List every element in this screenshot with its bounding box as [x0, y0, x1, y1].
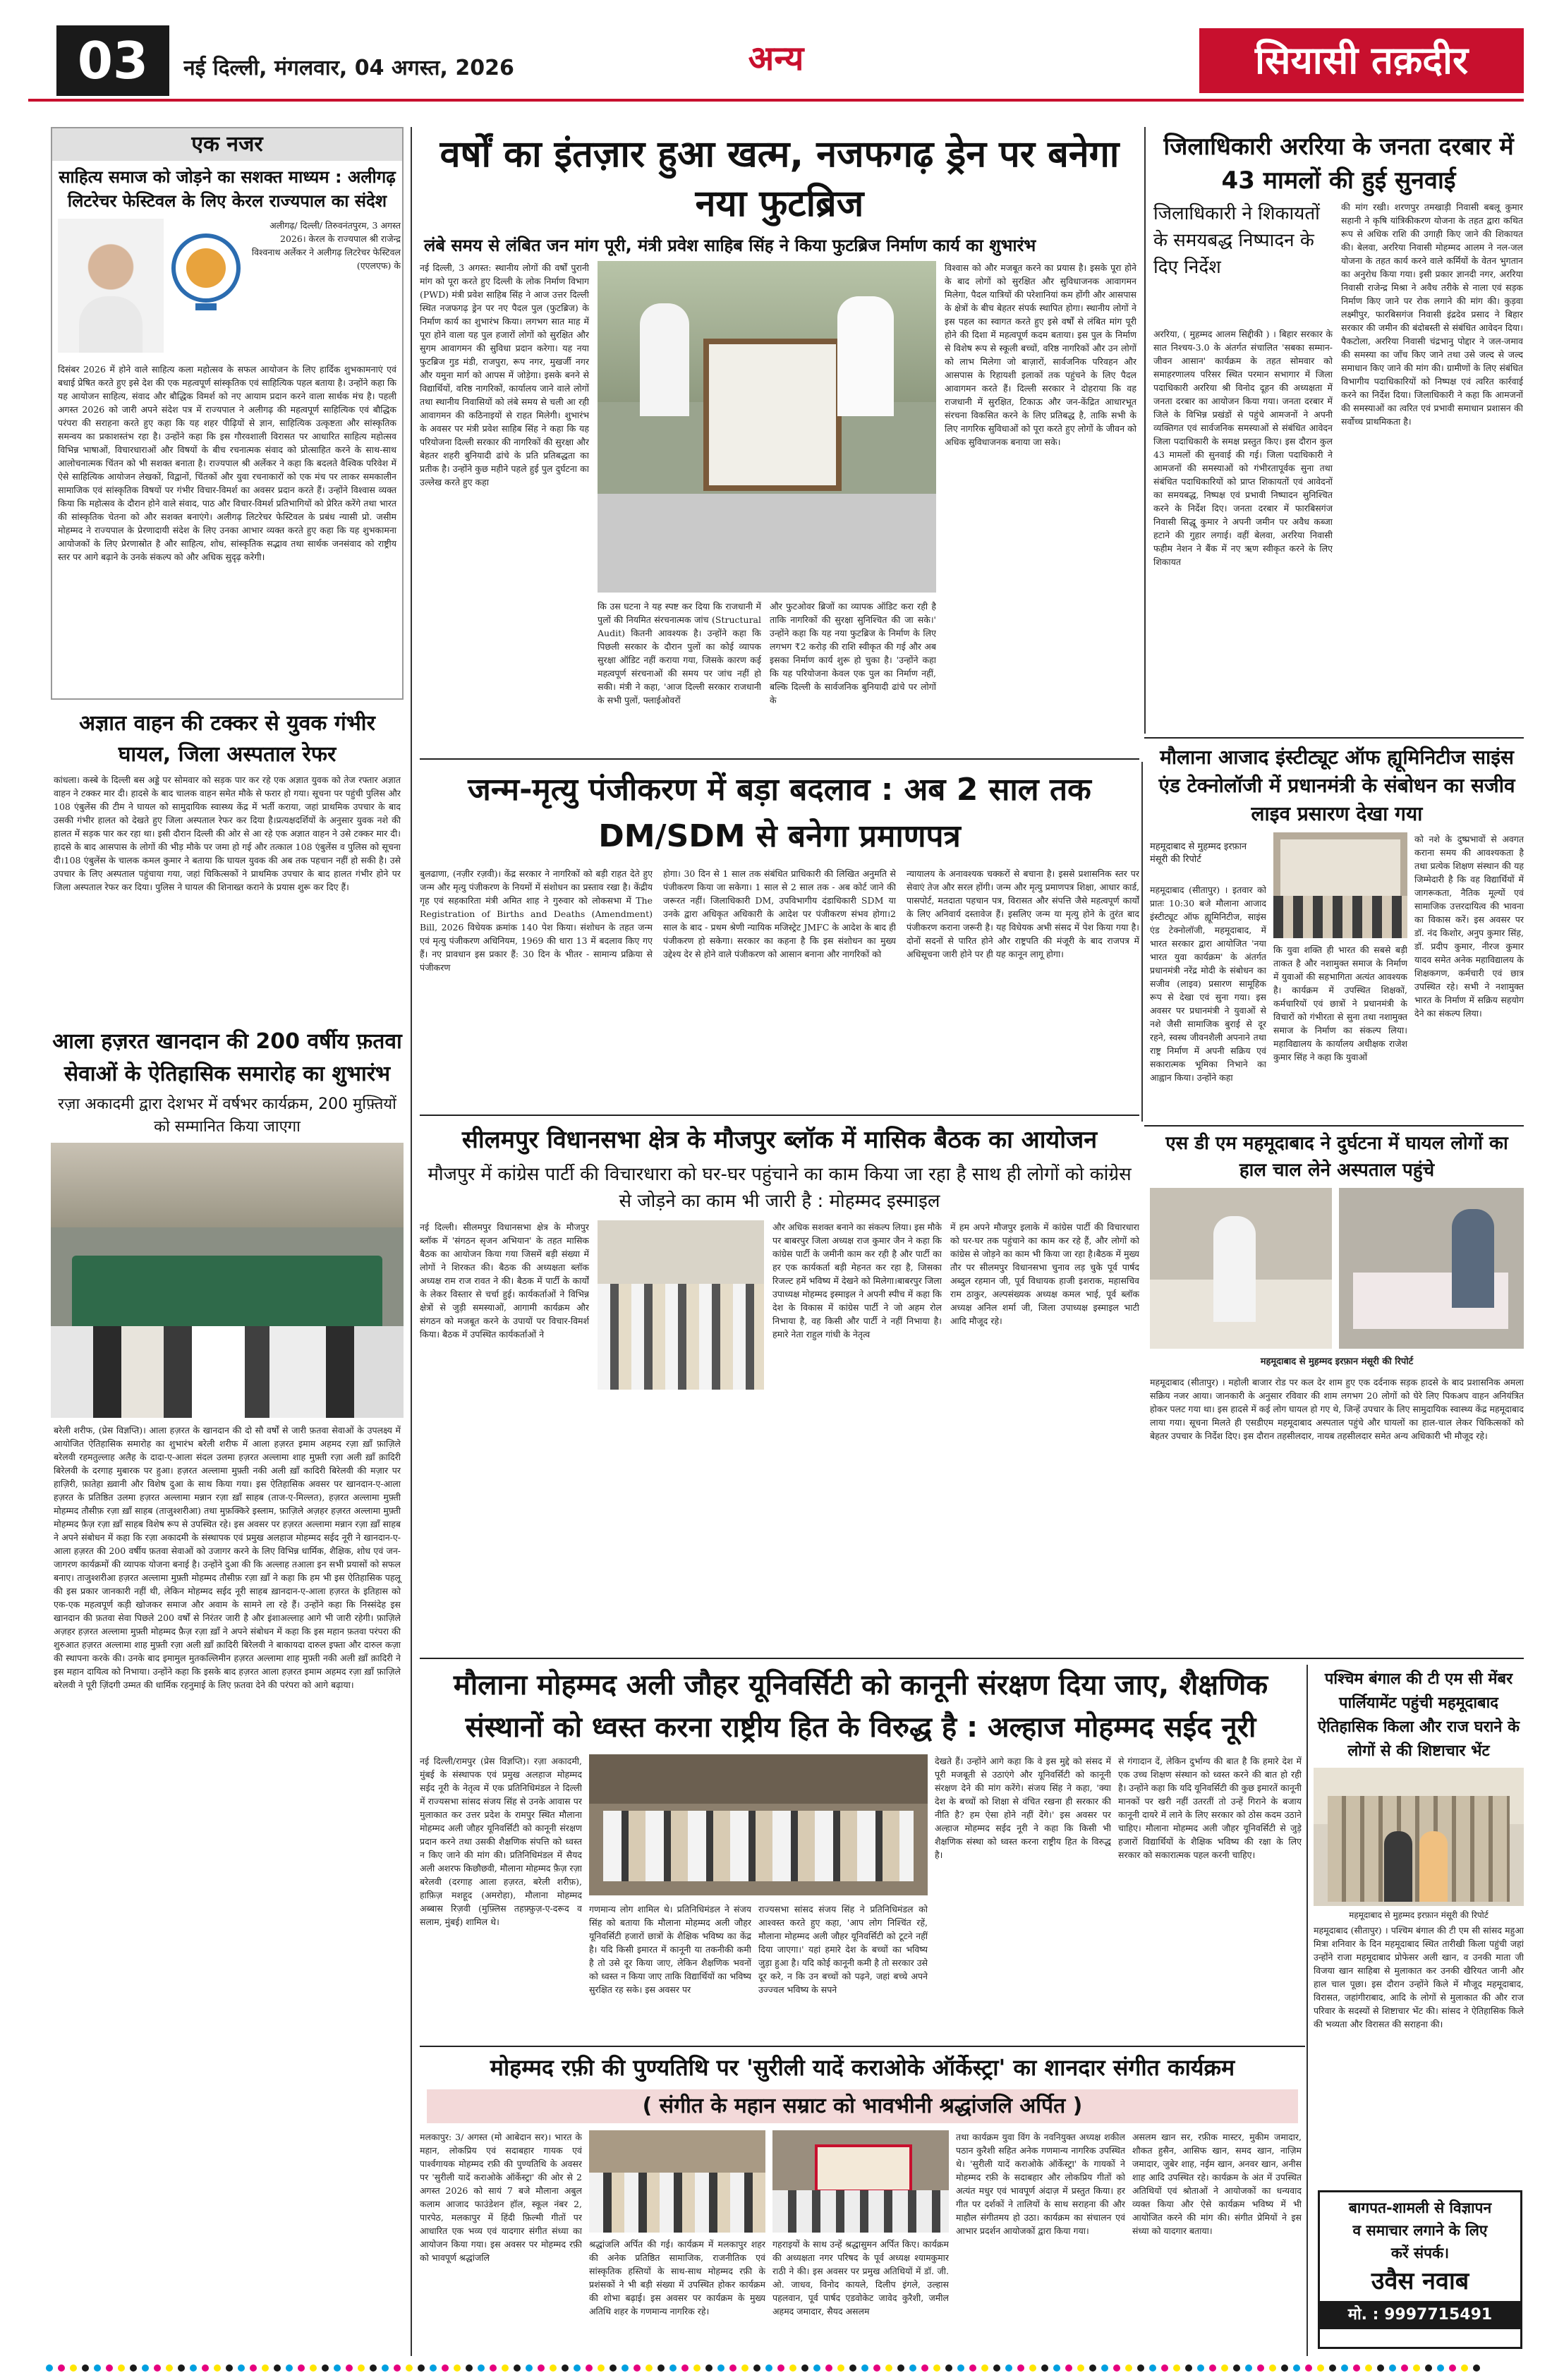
registration-dot — [825, 2364, 832, 2372]
registration-dot — [1473, 2364, 1480, 2372]
masthead-rule — [28, 99, 1524, 102]
registration-dot — [813, 2364, 820, 2372]
registration-dot — [262, 2364, 269, 2372]
advert-line2: व समाचार लगाने के लिए — [1352, 2222, 1488, 2239]
registration-dot — [693, 2364, 701, 2372]
divider-center-right — [1144, 127, 1146, 734]
registration-dot — [1173, 2364, 1180, 2372]
aala-hazrat-body: बरेली शरीफ, (प्रेस विज्ञप्ति)। आला हज़रत के खानदान की दो सौ वर्षों से जारी फ़तवा सेवाओं के उपलक्ष्य में आयोजित ऐतिहासिक समारोह का शुभारंभ बरेली शरीफ में आला हज़रत इमाम अहमद रज़ा ख़ाँ फ़ाज़िले बरेलवी रहमतुल्लाह अलैह के दादा-ए-आला संदल उलमा हज़रत अल्लामा शाह मुफ़्ती रज़ा अली ख़ाँ क़ादिरी बिरेलवी के दरगाह मुबारक पर हुआ। हज़रत अल्लामा मुफ़्ती नकी अली ख़ाँ कादिरी बिरेलवी की मज़ार पर हाज़िरी, फ़ातेहा ख़्वानी और विशेष दुआ के साथ किया गया। इस ऐतिहासिक अवसर पर खानदान-ए-आला हज़रत के प्रतिष्ठित उलमा हज़रत अल्लामा मन्नान रज़ा ख़ाँ साहब (ताज-ए-मिल्लत), हज़रत अल्लामा मुफ़्ती मोहम्मद तौसीफ़ रज़ा ख़ाँ साहब (ताजुश्शरीआ) तथा मुफ़क्किरे इस्लाम, फ़ाज़िले अज़हर हज़रत अल्लामा मुफ़्ती मोहम्मद फ़ैज़ रज़ा ख़ाँ साहब विशेष रूप से उपस्थित रहे। इस अवसर पर हज़रत अल्लामा मन्नान रज़ा ख़ाँ साहब ने अपने संबोधन में कहा कि रज़ा अकादमी के संस्थापक एवं प्रमुख अलहाज मोहम्मद सईद नूरी ने खानदान-ए-आला हज़रत की 200 वर्षीय फ़तवा सेवाओं को उजागर करने के लिए विभिन्न धार्मिक, शैक्षिक, शोध एवं जन-जागरण कार्यक्रमों की व्यापक योजना बनाई है। उन्होंने दुआ की कि अल्लाह तआला इन सभी प्रयासों को सफल बनाए। ताजुश्शरीआ हज़रत अल्लामा मुफ़्ती मोहम्मद तौसीफ़ रज़ा ख़ाँ ने कहा कि हम भी इस ऐतिहासिक पहलू की इस प्रकार जानकारी नहीं थी, लेकिन मोहम्मद सईद नूरी साहब ख़ानदान-ए-आला हज़रत के इतिहास को एक-एक महत्वपूर्ण कड़ी खोजकर समाज और अवाम के सामने ला रहे हैं। उन्होंने कहा कि निस्संदेह इस खानदान की फ़तवा सेवा पिछले 200 वर्षों से निरंतर जारी है और इंशाअल्लाह आगे भी जारी रहेगी। फ़ाज़िले अज़हर हज़रत अल्लामा मुफ़्ती मोहम्मद फ़ैज़ रज़ा ख़ाँ ने अपने संबोधन में कहा कि इस महान फ़तवा परंपरा की शुरुआत हज़रत अल्लामा शाह मुफ़्ती रज़ा अली ख़ाँ क़ादिरी बिरेलवी ने बाकायदा दारुल इफ्ता और दारुल कज़ा की स्थापना करके की। उनके बाद इमामुल मुतकल्लिमीन हज़रत अल्लामा शाह मुफ़्ती नकी अली ख़ाँ क़ादिरी ने इस महान दायित्व को निभाया। उन्होंने कहा कि इसके बाद हज़रत आला हज़रत इमाम अहमद रज़ा ख़ाँ फ़ाज़िले बरेलवी ने पूरी ज़िंदगी उम्मत की धार्मिक रहनुमाई के लिए फ़तवा देने की परंपरा को आगे बढ़ाया। — [54, 1425, 401, 1690]
jauhar-col3: राज्यसभा सांसद संजय सिंह ने प्रतिनिधिमंडल को आश्वस्त करते हुए कहा, 'आप लोग निश्चिंत रहें, मौलाना मोहम्मद अली जौहर यूनिवर्सिटी को टूटने नहीं दिया जाएगा।' यहां हमारे देश के बच्चों का भविष्य जुड़ा हुआ है। यदि कोई कानूनी कमी है तो सरकार उसे दूर करे, न कि उन बच्चों को पढ़ने, जहां बच्चे अपने उज्ज्वल भविष्य के सपने — [758, 1904, 928, 1995]
registration-dot — [993, 2364, 1000, 2372]
advert-line3: करें संपर्क। — [1390, 2245, 1450, 2261]
rafi-photo-2 — [772, 2130, 949, 2233]
registration-dot — [214, 2364, 221, 2372]
azad-title: मौलाना आजाद इंस्टीट्यूट ऑफ ह्यूमिनिटीज साइंस एंड टेक्नोलॉजी में प्रधानमंत्री के संबोधन का सजीव लाइव प्रसारण देखा गया — [1158, 746, 1515, 825]
sdm-photo-2 — [1339, 1188, 1524, 1349]
brand-name: सियासी तक़दीर — [1254, 38, 1469, 83]
registration-dot — [130, 2364, 137, 2372]
janm-col1: बुलढाणा, (नज़ीर रज़वी)। केंद्र सरकार ने नागरिकों को बड़ी राहत देते हुए जन्म और मृत्यु पंजीकरण के नियमों में संशोधन का प्रस्ताव रखा है। केंद्रीय गृह एवं सहकारिता मंत्री अमित शाह ने गुरुवार को लोकसभा में The Registration of Births and Deaths (Amendment) Bill, 2026 विधेयक क्रमांक 140 पेश किया। संशोधन के तहत जन्म एवं मृत्यु पंजीकरण अधिनियम, 1969 की धारा 13 में बदलाव किए गए हैं। नए प्रावधान इस प्रकार हैं: 30 दिन के भीतर - सामान्य प्रक्रिया से पंजीकरण — [420, 868, 653, 973]
alf-logo — [167, 226, 245, 317]
registration-dot — [142, 2364, 149, 2372]
registration-dot — [466, 2364, 473, 2372]
rule-jauhar — [420, 1658, 1524, 1659]
rule-janm — [420, 758, 1139, 760]
registration-dot — [1437, 2364, 1444, 2372]
brand-box — [1199, 28, 1524, 93]
registration-dot — [190, 2364, 197, 2372]
najafgarh-photo — [598, 261, 936, 593]
sdm-photo-1 — [1150, 1188, 1332, 1349]
registration-dot — [1101, 2364, 1108, 2372]
masthead — [28, 20, 1524, 104]
registration-dot — [154, 2364, 161, 2372]
azad-col2: कि युवा शक्ति ही भारत की सबसे बड़ी ताकत है और नशामुक्त समाज के निर्माण में युवाओं की सहभागिता अत्यंत आवश्यक है। कार्यक्रम में उपस्थित शिक्षकों, कर्मचारियों एवं छात्रों ने प्रधानमंत्री के विचारों को गंभीरता से सुना तथा नशामुक्त समाज के निर्माण का संकल्प लिया। महाविद्यालय के कार्यालय अधीक्षक राजेश कुमार सिंह ने कहा कि युवाओं — [1273, 945, 1407, 1062]
jauhar-story — [420, 1661, 1302, 2042]
registration-dot — [909, 2364, 916, 2372]
rule-rafi — [420, 2046, 1305, 2047]
advert-box — [1318, 2190, 1522, 2349]
registration-dot — [945, 2364, 952, 2372]
araria-title: जिलाधिकारी अररिया के जनता दरबार में 43 मामलों की हुई सुनवाई — [1163, 133, 1514, 195]
registration-dot — [1197, 2364, 1204, 2372]
registration-dot — [1413, 2364, 1420, 2372]
seelampur-title: सीलमपुर विधानसभा क्षेत्र के मौजपुर ब्लॉक में मासिक बैठक का आयोजन — [461, 1126, 1098, 1154]
seelampur-col2: और अधिक सशक्त बनाने का संकल्प लिया। इस मौके पर बाबरपुर जिला अध्यक्ष राज कुमार जैन ने कहा कि कांग्रेस पार्टी के जमीनी काम कर रही है और पार्टी का हर एक कार्यकर्ता बड़ी मेहनत कर रहा है, जिसका रिजल्ट हमें भविष्य में देखने को मिलेगा।बाबरपुर जिला उपाध्यक्ष मोहम्मद इस्माइल ने अपनी स्पीच में कहा कि देश के विकास में कांग्रेस पार्टी ने जो अहम रोल निभाया है, वह किसी और पार्टी ने नहीं निभाया है।हमारे नेता राहुल गांधी के नेतृत्व — [772, 1222, 942, 1340]
registration-dot — [562, 2364, 569, 2372]
registration-dot — [1365, 2364, 1372, 2372]
registration-dot — [1161, 2364, 1168, 2372]
registration-dot — [526, 2364, 533, 2372]
janm-col2: होगा। 30 दिन से 1 साल तक संबंधित प्राधिकारी की लिखित अनुमति से पंजीकरण किया जा सकेगा। 1 साल से 2 साल तक - अब कोर्ट जाने की जरूरत नहीं। जिलाधिकारी DM, उपविभागीय दंडाधिकारी SDM या उनके द्वारा अधिकृत अधिकारी के आदेश पर पंजीकरण संभव होगा।2 साल के बाद - प्रथम श्रेणी न्यायिक मजिस्ट्रेट JMFC के आदेश के बाद ही पंजीकरण हो सकेगा। सरकार का कहना है कि इस संशोधन का मुख्य उद्देश्य देर से होने वाले पंजीकरण को आसान बनाना और नागरिकों को — [663, 868, 896, 959]
registration-dot — [394, 2364, 401, 2372]
registration-dot — [478, 2364, 485, 2372]
sdm-story — [1150, 1129, 1524, 1651]
registration-dot — [837, 2364, 844, 2372]
rafi-col1: मलकापुर: 3/ अगस्त (मो आबेदान सर)। भारत के महान, लोकप्रिय एवं सदाबहार गायक एवं पार्श्वगायक मोहम्मद रफ़ी की पुण्यतिथि के अवसर पर 'सुरीली यादें कराओके ऑर्केस्ट्रा' की ओर से 2 अगस्त 2026 को सायं 7 बजे मौलाना अबुल कलाम आजाद फाउंडेशन हॉल, स्कूल नंबर 2, पारपेठ, मलकापुर में हिंदी फ़िल्मी गीतों पर आधारित एक भव्य एवं यादगार संगीत संध्या का आयोजन किया गया। इस अवसर पर मोहम्मद रफ़ी को भावपूर्ण श्रद्धांजलि — [420, 2132, 582, 2263]
registration-dot — [1233, 2364, 1240, 2372]
registration-dot — [322, 2364, 329, 2372]
registration-dot — [1317, 2364, 1324, 2372]
registration-dot — [1209, 2364, 1216, 2372]
registration-dot — [274, 2364, 281, 2372]
najafgarh-col3: और फुटओवर ब्रिजों का व्यापक ऑडिट करा रही है ताकि नागरिकों की सुरक्षा सुनिश्चित की जा सके।' उन्होंने कहा कि यह नया फुटब्रिज के निर्माण के लिए लगभग ₹2 करोड़ की राशि स्वीकृत की गई और अब इसका निर्माण कार्य शुरू हो चुका है। 'उन्होंने कहा कि यह परियोजना केवल एक पुल का निर्माण नहीं, बल्कि दिल्ली के सार्वजनिक बुनियादी ढांचे पर लोगों के — [770, 601, 936, 705]
registration-dot — [1125, 2364, 1132, 2372]
advert-name: उवैस नवाब — [1371, 2267, 1469, 2295]
registration-dot — [358, 2364, 365, 2372]
registration-dot — [1425, 2364, 1432, 2372]
registration-dot — [1293, 2364, 1300, 2372]
divider-janm-azad — [1141, 762, 1143, 1122]
jauhar-title: मौलाना मोहम्मद अली जौहर यूनिवर्सिटी को कानूनी संरक्षण दिया जाए, शैक्षणिक संस्थानों को ध्वस्त करना राष्ट्रीय हित के विरुद्ध है : अल्हाज मोहम्मद सईद नूरी — [453, 1669, 1268, 1744]
registration-dot — [849, 2364, 856, 2372]
aala-hazrat-story — [51, 1023, 404, 2363]
registration-dot — [106, 2364, 113, 2372]
najafgarh-subtitle: लंबे समय से लंबित जन मांग पूरी, मंत्री प्रवेश साहिब सिंह ने किया फुटब्रिज निर्माण कार्य का शुभारंभ — [424, 236, 1036, 255]
aala-hazrat-photo — [51, 1143, 404, 1418]
registration-dot — [334, 2364, 341, 2372]
registration-dot — [1341, 2364, 1348, 2372]
registration-dot — [645, 2364, 653, 2372]
najafgarh-col4: विश्वास को और मजबूत करने का प्रयास है। इसके पूरा होने के बाद लोगों को सुरक्षित और सुविधाजनक आवागमन मिलेगा, पैदल यात्रियों की परेशानियां कम होंगी और आसपास के क्षेत्रों के बीच बेहतर संपर्क स्थापित होगा। स्थानीय लोगों ने इस पहल का स्वागत करते हुए इसे वर्षों से लंबित मांग पूरी होने की दिशा में महत्वपूर्ण कदम बताया। इस पुल के निर्माण से विशेष रूप से स्कूली बच्चों, वरिष्ठ नागरिकों और उन लोगों को लाभ मिलेगा जो बाज़ारों, सार्वजनिक परिवहन और आसपास के रिहायशी इलाकों तक पहुंचने के लिए पैदल आवागमन करते हैं। दिल्ली सरकार ने दोहराया कि वह राजधानी में सुरक्षित, टिकाऊ और जन-केंद्रित आधारभूत संरचना विकसित करने के लिए प्रतिबद्ध है, ताकि सभी के लिए नागरिक सुविधाओं को पूरा करते हुए लोगों के जीवन को अधिक सुविधाजनक बनाया जा सके। — [945, 262, 1136, 447]
registration-dot — [586, 2364, 593, 2372]
jauhar-photo — [589, 1754, 928, 1895]
registration-dot — [957, 2364, 964, 2372]
governor-photo — [58, 219, 164, 353]
registration-dot — [166, 2364, 173, 2372]
seelampur-subtitle: मौजपुर में कांग्रेस पार्टी की विचारधारा को घर-घर पहुंचाने का काम किया जा रहा है साथ ही लोगों को कांग्रेस से जोड़ने का काम भी जारी है : मोहम्मद इस्माइल — [428, 1164, 1132, 1212]
registration-dot — [873, 2364, 880, 2372]
ek-nazar-body: दिसंबर 2026 में होने वाले साहित्य कला महोत्सव के सफल आयोजन के लिए हार्दिक शुभकामनाएं एवं बधाई प्रेषित करते हुए इसे देश की एक महत्वपूर्ण सांस्कृतिक एवं साहित्यिक पहल बताया है। उन्होंने कहा कि यह आयोजन साहित्य, संवाद और बौद्धिक विमर्श को नए आयाम प्रदान करने वाला सार्थक मंच है। पहली अगस्त 2026 को जारी अपने संदेश पत्र में राज्यपाल ने अलीगढ़ की महत्वपूर्ण साहित्यिक एवं बौद्धिक परंपरा की सराहना करते हुए कहा कि यह शहर पीढ़ियों से ज्ञान, साहित्यिक उत्कृष्टता और सांस्कृतिक समन्वय का प्रकाशस्तंभ रहा है। उन्होंने कहा कि इस गौरवशाली विरासत पर आधारित साहित्य महोत्सव विभिन्न भाषाओं, विचारधाराओं और विषयों के बीच रचनात्मक संवाद को प्रोत्साहित करने के साथ-साथ आलोचनात्मक चिंतन को भी सशक्त बनाता है। राज्यपाल श्री अर्लेकर ने कहा कि बदलते वैश्विक परिवेश में ऐसे साहित्यिक आयोजन लेखकों, विद्वानों, चिंतकों और युवा रचनाकारों को एक मंच पर लाकर समकालीन सामाजिक एवं सांस्कृतिक विषयों पर गंभीर विचार-विमर्श का अवसर प्रदान करते हैं। उन्होंने विश्वास व्यक्त किया कि महोत्सव के दौरान होने वाले संवाद, पाठ और विचार-विमर्श प्रतिभागियों को प्रेरित करेंगे तथा भारत की सांस्कृतिक चेतना को और सशक्त बनाएंगे। अलीगढ़ लिटरेचर फेस्टिवल के प्रबंध न्यासी प्रो. जसीम मोहम्मद ने राज्यपाल के प्रेरणादायी संदेश के लिए उनका आभार व्यक्त करते हुए कहा कि यह शुभकामना आयोजकों के लिए प्रेरणास्रोत है और साहित्य, शोध, सांस्कृतिक सद्भाव तथा सार्थक जनसंवाद को राष्ट्रीय स्तर पर आगे बढ़ाने के उनके संकल्प को और अधिक सुदृढ़ करेगी। — [58, 364, 396, 562]
registration-dot — [633, 2364, 641, 2372]
janm-col3: न्यायालय के अनावश्यक चक्करों से बचाना है। इससे प्रशासनिक स्तर पर सेवाएं तेज और सरल होंगी। जन्म और मृत्यु प्रमाणपत्र शिक्षा, आधार कार्ड, पासपोर्ट, मतदाता पहचान पत्र, विरासत और संपत्ति जैसे महत्वपूर्ण कार्यों के लिए अनिवार्य दस्तावेज हैं। इसलिए जन्म या मृत्यु होने के तुरंत बाद पंजीकरण कराना जरूरी है। यह विधेयक अभी संसद में पेश किया गया है। दोनों सदनों से पारित होने और राष्ट्रपति की मंजूरी के बाद राजपत्र में अधिसूचना जारी होने पर ही यह कानून लागू होगा। — [907, 868, 1139, 959]
registration-dot — [1257, 2364, 1264, 2372]
registration-dot — [574, 2364, 581, 2372]
bengal-photo — [1314, 1768, 1524, 1906]
registration-dot — [1005, 2364, 1012, 2372]
registration-dot — [442, 2364, 449, 2372]
registration-dot — [538, 2364, 545, 2372]
registration-dot — [1053, 2364, 1060, 2372]
janm-mrityu-story — [420, 765, 1139, 1111]
registration-dot — [1461, 2364, 1468, 2372]
registration-dot — [82, 2364, 89, 2372]
registration-dot — [370, 2364, 377, 2372]
section-label: अन्य — [748, 39, 804, 78]
registration-dot — [1077, 2364, 1084, 2372]
registration-dot — [622, 2364, 629, 2372]
registration-dot — [382, 2364, 389, 2372]
seelampur-photo — [598, 1220, 764, 1390]
registration-dot — [1281, 2364, 1288, 2372]
azad-col1: महमूदाबाद (सीतापुर) । इतवार को प्रातः 10:30 बजे मौलाना आजाद इंस्टीट्यूट ऑफ ह्यूमिनिटीज, साइंस एंड टेक्नोलॉजी, महमूदाबाद, में भारत सरकार द्वारा आयोजित 'नया भारत युवा कार्यक्रम' के अंतर्गत प्रधानमंत्री नरेंद्र मोदी के संबोधन का सजीव (लाइव) प्रसारण सामूहिक रूप से देखा एवं सुना गया। इस अवसर पर प्रधानमंत्री ने युवाओं से नशे जैसी सामाजिक बुराई से दूर रहने, स्वस्थ जीवनशैली अपनाने तथा राष्ट्र निर्माण में अपनी सक्रिय एवं सकारात्मक भूमिका निभाने का आह्वान किया। उन्होंने कहा — [1150, 885, 1266, 1083]
azad-col3: को नशे के दुष्प्रभावों से अवगत कराना समय की आवश्यकता है तथा प्रत्येक शिक्षण संस्थान की यह जिम्मेदारी है कि वह विद्यार्थियों में जागरूकता, नैतिक मूल्यों एवं सामाजिक उत्तरदायित्व की भावना का विकास करें। इस अवसर पर डॉ. नंद किशोर, अनुप कुमार सिंह, डॉ. प्रदीप कुमार, नीरज कुमार यादव समेत अनेक महाविद्यालय के शिक्षकगण, कर्मचारी एवं छात्र उपस्थित रहे। सभी ने नशामुक्त भारत के निर्माण में सक्रिय सहयोग देने का संकल्प लिया। — [1414, 834, 1524, 1019]
jauhar-col2: गणमान्य लोग शामिल थे। प्रतिनिधिमंडल ने संजय सिंह को बताया कि मौलाना मोहम्मद अली जौहर यूनिवर्सिटी हजारों छात्रों के शैक्षिक भविष्य का केंद्र है। यदि किसी इमारत में कानूनी या तकनीकी कमी है तो उसे दूर किया जाए, लेकिन शैक्षणिक भवनों को ध्वस्त न किया जाए ताकि विद्यार्थियों का भविष्य सुरक्षित रह सके। इस अवसर पर — [589, 1904, 751, 1995]
rule-sdm — [1144, 1125, 1524, 1127]
registration-dot — [118, 2364, 125, 2372]
bengal-body: महमूदाबाद (सीतापुर) । पश्चिम बंगाल की टी एम सी सांसद महुआ मित्रा शनिवार के दिन महमूदाबाद स्थित तारीखी किला पहुंची जहां उन्होंने राजा महमूदाबाद प्रोफेसर अली खान, व उनकी माता जी विजया खान साहिबा से मुलाकात कर उनकी खैरियत जानी और हाल चाल पूछा। इस दौरान उन्होंने किले में मौजूद महमूदाबाद, विरासत, जहांगीराबाद, आदि के लोगों से मुलाकात की और राज परिवार के सदस्यों से शिष्टाचार भेंट की। सांसद ने ऐतिहासिक किले की भव्यता और विरासत की सराहना की। — [1314, 1925, 1524, 2029]
azad-photo — [1273, 832, 1407, 938]
rafi-story — [420, 2050, 1305, 2360]
registration-dot — [681, 2364, 689, 2372]
rule-seelampur — [420, 1115, 1139, 1116]
najafgarh-story — [420, 127, 1139, 755]
registration-dot — [46, 2364, 53, 2372]
registration-dot — [1305, 2364, 1312, 2372]
rafi-col5: असलम खान सर, रफ़ीक मास्टर, मुकीम जमादार, शौकत हुसैन, आसिफ खान, समद खान, नाज़िम जमादार, जुबेर शाह, नईम खान, अनवर खान, अनीस शाह आदि उपस्थित रहे। कार्यक्रम के अंत में उपस्थित अतिथियों एवं श्रोताओं ने आयोजकों का धन्यवाद व्यक्त किया और ऐसे कार्यक्रम भविष्य में भी आयोजित करने की मांग की। संगीत प्रेमियों ने इस संध्या को यादगार बताया। — [1132, 2132, 1302, 2236]
registration-dot — [298, 2364, 305, 2372]
advert-line1: बागपत-शामली से विज्ञापन — [1348, 2199, 1492, 2216]
najafgarh-col2: कि उस घटना ने यह स्पष्ट कर दिया कि राजधानी में पुलों की नियमित संरचनात्मक जांच (Structural Audit) कितनी आवश्यक है। उन्होंने कहा कि पिछली सरकार के दौरान पुलों का कोई व्यापक सुरक्षा ऑडिट नहीं कराया गया, जिसके कारण कई महत्वपूर्ण संरचनाओं की समय पर जांच नहीं हो सकी। मंत्री ने कहा, 'आज दिल्ली सरकार राजधानी के सभी पुलों, फ्लाईओवरों — [598, 601, 761, 705]
registration-dot — [921, 2364, 928, 2372]
registration-dot — [1449, 2364, 1456, 2372]
rafi-title: मोहम्मद रफ़ी की पुण्यतिथि पर 'सुरीली यादें कराओके ऑर्केस्ट्रा' का शानदार संगीत कार्यक्रम — [490, 2054, 1235, 2081]
rafi-col4: तथा कार्यक्रम युवा विंग के नवनियुक्त अध्यक्ष शकील पठान कुरैशी सहित अनेक गणमान्य नागरिक उपस्थित थे। 'सुरीली यादें कराओके ऑर्केस्ट्रा' के गायकों ने मोहम्मद रफ़ी के सदाबहार और लोकप्रिय गीतों को अत्यंत मधुर एवं भावपूर्ण अंदाज़ में प्रस्तुत किया। हर गीत पर दर्शकों ने तालियों के साथ सराहना की और माहौल संगीतमय हो उठा। कार्यक्रम का संचालन एवं आभार प्रदर्शन आयोजकों द्वारा किया गया। — [956, 2132, 1125, 2236]
registration-dot — [238, 2364, 245, 2372]
registration-dot — [94, 2364, 101, 2372]
registration-dot — [598, 2364, 605, 2372]
bengal-title: पश्चिम बंगाल की टी एम सी मेंबर पार्लियामेंट पहुंची महमूदाबाद ऐतिहासिक किला और राज घराने के लोगों से की शिष्टाचार भेंट — [1317, 1670, 1520, 1760]
seelampur-story — [420, 1122, 1139, 1658]
araria-pullquote: जिलाधिकारी ने शिकायतों के समयबद्ध निष्पादन के दिए निर्देश — [1153, 203, 1320, 278]
seelampur-col1: नई दिल्ली। सीलमपुर विधानसभा क्षेत्र के मौजपुर ब्लॉक में 'संगठन सृजन अभियान' के तहत मासिक बैठक का आयोजन किया गया जिसमें बड़ी संख्या में लोगों ने शिरकत की। बैठक की अध्यक्षता ब्लॉक अध्यक्ष राम राज रावत ने की। बैठक में पार्टी के कार्यों के लेकर विस्तार से चर्चा हुई। कार्यकर्ताओं ने विभिन्न क्षेत्रों से जुड़ी समस्याओं, आगामी कार्यक्रम और संगठन को मजबूत करने के उपायों पर विचार-विमर्श किया। बैठक में उपस्थित कार्यकर्ताओं ने — [420, 1222, 589, 1340]
registration-dot — [717, 2364, 725, 2372]
registration-dot — [406, 2364, 413, 2372]
registration-dot — [310, 2364, 317, 2372]
registration-dot — [789, 2364, 796, 2372]
registration-dot — [765, 2364, 772, 2372]
registration-dot — [1329, 2364, 1336, 2372]
sdm-body: महमूदाबाद (सीतापुर) । महोली बाजार रोड पर कल देर शाम हुए एक दर्दनाक सड़क हादसे के बाद प्रशासनिक अमला सक्रिय नजर आया। जानकारी के अनुसार रविवार की शाम लगभग 20 लोगों को घेरे लिए पिकअप वाहन अनियंत्रित होकर पलट गया था। इस हादसे में कई लोग घायल हो गए थे, जिन्हें उपचार के लिए सामुदायिक स्वास्थ्य केंद्र महमूदाबाद लाया गया। सूचना मिलते ही एसडीएम महमूदाबाद अस्पताल पहुंचे और घायलों का हाल-चाल लेकर चिकित्सकों को बेहतर उपचार के निर्देश दिए। इस दौरान तहसीलदार, नायब तहसीलदार समेत अन्य अधिकारी भी मौजूद रहे। — [1150, 1377, 1524, 1441]
najafgarh-title: वर्षों का इंतज़ार हुआ खत्म, नजफगढ़ ड्रेन पर बनेगा नया फुटब्रिज — [439, 133, 1120, 225]
registration-dot — [1089, 2364, 1096, 2372]
registration-dot — [1401, 2364, 1408, 2372]
registration-dot — [70, 2364, 77, 2372]
araria-story — [1153, 127, 1524, 734]
jauhar-col4: देखते हैं। उन्होंने आगे कहा कि वे इस मुद्दे को संसद में पूरी मजबूती से उठाएंगे और यूनिवर्सिटी को कानूनी संरक्षण देने की मांग करेंगे। संजय सिंह ने कहा, 'क्या देश के बच्चों को शिक्षा से वंचित रखना ही सरकार की नीति है? हम ऐसा होने नहीं देंगे।' इस अवसर पर अल्हाज मोहम्मद सईद नूरी ने कहा कि किसी भी शैक्षणिक संस्था को ध्वस्त करना राष्ट्रीय हित के विरुद्ध है। — [935, 1756, 1111, 1860]
registration-dot — [1029, 2364, 1036, 2372]
bengal-byline: महमूदाबाद से मुहम्मद इरफ़ान मंसूरी की रिपोर्ट — [1349, 1910, 1489, 1920]
aala-hazrat-subtitle: रज़ा अकादमी द्वारा देशभर में वर्षभर कार्यक्रम, 200 मुफ़्तियों को सम्मानित किया जाएगा — [58, 1095, 396, 1136]
registration-dot — [885, 2364, 892, 2372]
sdm-title: एस डी एम महमूदाबाद ने दुर्घटना में घायल लोगों का हाल चाल लेने अस्पताल पहुंचे — [1165, 1133, 1508, 1181]
registration-dot — [1113, 2364, 1120, 2372]
registration-dot — [729, 2364, 736, 2372]
azad-byline: महमूदाबाद से मुहम्मद इरफ़ान मंसूरी की रिपोर्ट — [1150, 842, 1247, 865]
advert-phone: मो. : 9997715491 — [1320, 2301, 1520, 2329]
registration-dot — [490, 2364, 497, 2372]
registration-dot — [286, 2364, 293, 2372]
divider-left — [411, 127, 412, 2356]
seelampur-col3: में हम अपने मौजपुर इलाके में कांग्रेस पार्टी की विचारधारा को घर-घर तक पहुंचाने का काम कर रहे हैं, और लोगों को कांग्रेस से जोड़ने का काम भी किया जा रहा है।बैठक में मुख्य तौर पर सीलमपुर विधानसभा चुनाव लड़ चुके पूर्व पार्षद अब्दुल रहमान जी, पूर्व विधायक हाजी इशराक, महासचिव राम ठाकुर, अल्पसंख्यक अध्यक्ष कमल भाई, पूर्व ब्लॉक अध्यक्ष अनिल शर्मा जी, जिला उपाध्यक्ष इस्माइल भाटी आदि मौजूद रहे। — [950, 1222, 1139, 1326]
azad-story — [1150, 742, 1524, 1123]
registration-marks — [42, 2360, 1510, 2376]
registration-dot — [418, 2364, 425, 2372]
registration-dot — [226, 2364, 233, 2372]
page-number: 03 — [56, 25, 169, 96]
divider-bengal — [1307, 1665, 1308, 2356]
registration-dot — [250, 2364, 257, 2372]
ek-nazar-box — [51, 127, 404, 700]
bengal-story — [1314, 1666, 1524, 2181]
registration-dot — [969, 2364, 976, 2372]
registration-dot — [1353, 2364, 1360, 2372]
registration-dot — [669, 2364, 677, 2372]
registration-dot — [657, 2364, 665, 2372]
rafi-photo-1 — [589, 2130, 765, 2233]
araria-col2: की मांग रखी। शरणपुर तमखाड़ी निवासी बबलू कुमार सहानी ने कृषि यांत्रिकीकरण योजना के तहत द्वारा कथित रूप से अधिक राशि की उगाही किए जाने की शिकायत की। बेलवा, अररिया निवासी मोहम्मद आलम ने नल-जल योजना के तहत कार्य करने वाले कर्मियों के वेतन भुगतान का अनुरोध किया गया। इसी प्रकार ज्ञानदी नगर, अररिया निवासी राजेन्द्र मिश्रा ने अवैध तरीके से नाला एवं सड़क निर्माण किए जाने पर रोक लगाने की मांग की। कुड़वा लक्ष्मीपुर, फारबिसगंज निवासी इंद्रदेव प्रसाद ने बिहार सरकार की जमीन की बंदोबस्ती से संबंधित आवेदन दिया। पैकटोला, अररिया निवासी चंद्रभानु पोद्दार ने जल-जमाव की समस्या का जाँच किए जाने तथा उसे जल्द से जल्द समाधान किए जाने की मांग की। ग्रामीणों के लिए संबंधित विभागीय पदाधिकारियों को निष्पक्ष एवं त्वरित कार्रवाई करने का निर्देश दिया। जिलाधिकारी ने कहा कि आमजनों की समस्याओं का त्वरित एवं प्रभावी समाधान प्रशासन की सर्वोच्च प्राथमिकता है। — [1341, 202, 1523, 427]
araria-col1: अररिया, ( मुहम्मद आलम सिद्दीकी ) । बिहार सरकार के सात निश्चय-3.0 के अंतर्गत संचालित 'सबका सम्मान-जीवन आसान' कार्यक्रम के तहत सोमवार को समाहरणालय परिसर स्थित परमान सभागार में जिला पदाधिकारी अररिया श्री विनोद दूहन की अध्यक्षता में जनता दरबार का आयोजन किया गया। जनता दरबार में जिले के विभिन्न प्रखंडों से पहुंचे आमजनों ने अपनी व्यक्तिगत एवं सार्वजनिक समस्याओं से संबंधित आवेदन जिला पदाधिकारी के समक्ष प्रस्तुत किए। इस दौरान कुल 43 मामलों की सुनवाई की गई। जिला पदाधिकारी ने आमजनों की समस्याओं को गंभीरतापूर्वक सुना तथा संबंधित पदाधिकारियों को प्राप्त शिकायतों एवं आवेदनों का समयबद्ध, निष्पक्ष एवं प्रभावी निष्पादन सुनिश्चित करने के निर्देश दिए। जनता दरबार में फारबिसगंज निवासी सिद्धू कुमार ने अपनी जमीन पर अवैध कब्जा हटाने की गुहार लगाई। वहीं बेलवा, अररिया निवासी फहीम नेशन ने बैंक में नए ऋण स्वीकृत करने के लिए शिकायत — [1153, 329, 1333, 567]
registration-dot — [346, 2364, 353, 2372]
ek-nazar-dateline: अलीगढ़/ दिल्ली/ तिरुवनंतपुरम, 3 अगस्त 2026। केरल के राज्यपाल श्री राजेन्द्र विश्वनाथ अर्लेकर ने अलीगढ़ लिटरेचर फेस्टिवल (एएलएफ) के — [251, 220, 401, 271]
rafi-col2: श्रद्धांजलि अर्पित की गई। कार्यक्रम में मलकापुर शहर की अनेक प्रतिष्ठित सामाजिक, राजनीतिक एवं सांस्कृतिक हस्तियों के साथ-साथ मोहम्मद रफ़ी के प्रशंसकों ने भी बड़ी संख्या में उपस्थित होकर कार्यक्रम की शोभा बढ़ाई। इस अवसर पर कार्यक्रम के मुख्य अतिथि शहर के गणमान्य नागरिक रहे। — [589, 2239, 765, 2317]
dateline: नई दिल्ली, मंगलवार, 04 अगस्त, 2026 — [183, 56, 514, 80]
registration-dot — [1245, 2364, 1252, 2372]
registration-dot — [550, 2364, 557, 2372]
registration-dot — [1185, 2364, 1192, 2372]
registration-dot — [610, 2364, 617, 2372]
rafi-banner: ( संगीत के महान सम्राट को भावभीनी श्रद्धांजलि अर्पित ) — [427, 2089, 1298, 2123]
ek-nazar-title: साहित्य समाज को जोड़ने का सशक्त माध्यम : अलीगढ़ लिटरेचर फेस्टिवल के लिए केरल राज्यपाल का संदेश — [59, 167, 396, 211]
registration-dot — [753, 2364, 760, 2372]
registration-dot — [430, 2364, 437, 2372]
registration-dot — [897, 2364, 904, 2372]
rafi-col3: गहराइयों के साथ उन्हें श्रद्धासुमन अर्पित किए। कार्यक्रम की अध्यक्षता नगर परिषद के पूर्व अध्यक्ष श्यामकुमार राठी ने की। इस अवसर पर प्रमुख अतिथियों में डॉ. जी. ओ. जाधव, विनोद कायले, दिलीप इंगले, उल्हास पहलवान, पूर्व पार्षद एडवोकेट जावेद कुरैशी, जमील अहमद जमादार, सैयद असलम — [772, 2239, 949, 2317]
registration-dot — [202, 2364, 209, 2372]
najafgarh-col1: नई दिल्ली, 3 अगस्त: स्थानीय लोगों की वर्षों पुरानी मांग को पूरा करते हुए दिल्ली के लोक निर्माण विभाग (PWD) मंत्री प्रवेश साहिब सिंह ने आज उत्तर दिल्ली स्थित नजफगढ़ ड्रेन पर नए पैदल पुल (फुटब्रिज) के निर्माण कार्य का शुभारंभ किया। लगभग सात माह में पूरा होने वाला यह पुल हजारों लोगों को सुरक्षित और सुगम आवागमन की सुविधा प्रदान करेगा। यह नया फुटब्रिज गुड मंडी, राजपुरा, रूप नगर, मुखर्जी नगर और यमुना मार्ग को आपस में जोड़ेगा। इसके बनने से विद्यार्थियों, वरिष्ठ नागरिकों, कार्यालय जाने वाले लोगों तथा स्थानीय निवासियों को लंबे समय से चली आ रही आवागमन की कठिनाइयों से राहत मिलेगी। शुभारंभ के अवसर पर मंत्री प्रवेश साहिब सिंह ने कहा कि यह परियोजना दिल्ली सरकार की नागरिकों की सुरक्षा और बेहतर शहरी बुनियादी ढांचे के प्रति प्रतिबद्धता का प्रतीक है। उन्होंने कुछ महीने पहले हुई पुल दुर्घटना का उल्लेख करते हुए कहा — [420, 262, 589, 487]
registration-dot — [514, 2364, 521, 2372]
registration-dot — [801, 2364, 808, 2372]
registration-dot — [454, 2364, 461, 2372]
registration-dot — [502, 2364, 509, 2372]
registration-dot — [1389, 2364, 1396, 2372]
registration-dot — [861, 2364, 868, 2372]
accident-story — [51, 705, 404, 1016]
ek-nazar-label: एक नजर — [52, 128, 402, 161]
aala-hazrat-title: आला हज़रत खानदान की 200 वर्षीय फ़तवा सेवाओं के ऐतिहासिक समारोह का शुभारंभ — [52, 1029, 402, 1086]
janm-mrityu-title: जन्म-मृत्यु पंजीकरण में बड़ा बदलाव : अब 2 साल तक DM/SDM से बनेगा प्रमाणपत्र — [468, 772, 1091, 854]
registration-dot — [741, 2364, 748, 2372]
registration-dot — [1065, 2364, 1072, 2372]
registration-dot — [1149, 2364, 1156, 2372]
accident-body: कांधला। कस्बे के दिल्ली बस अड्डे पर सोमवार को सड़क पार कर रहे एक अज्ञात युवक को तेज रफ्तार अज्ञात वाहन ने टक्कर मार दी। हादसे के बाद चालक वाहन समेत मौके से फरार हो गया। सूचना पर पहुंची पुलिस और 108 एंबुलेंस की टीम ने घायल को सामुदायिक स्वास्थ्य केंद्र में भर्ती कराया, जहां प्राथमिक उपचार के बाद उसकी गंभीर हालत को देखते हुए जिला अस्पताल रेफर कर दिया है।प्रत्यक्षदर्शियों के अनुसार युवक नशे की हालत में सड़क पार कर रहा था। इसी दौरान दिल्ली की ओर से आ रहे एक अज्ञात वाहन ने उसे टक्कर मार दी। हादसे के बाद आसपास के लोगों की भीड़ मौके पर जमा हो गई और तत्काल 108 एंबुलेंस व पुलिस को सूचना दी।108 एंबुलेंस के चालक कमल कुमार ने बताया कि घायल युवक की अब तक पहचान नहीं हो सकी है। उसे उपचार के लिए अस्पताल पहुंचाया गया, जहां चिकित्सकों ने प्राथमिक उपचार के बाद हालत गंभीर होने पर जिला अस्पताल रेफर कर दिया। पुलिस ने घायल की शिनाख्त कराने के प्रयास शुरू कर दिए हैं। — [54, 775, 401, 892]
registration-dot — [1377, 2364, 1384, 2372]
registration-dot — [1269, 2364, 1276, 2372]
registration-dot — [1221, 2364, 1228, 2372]
registration-dot — [1041, 2364, 1048, 2372]
sdm-byline: महमूदाबाद से मुहम्मद इरफ़ान मंसूरी की रिपोर्ट — [1260, 1356, 1414, 1367]
registration-dot — [981, 2364, 988, 2372]
jauhar-col1: नई दिल्ली/रामपुर (प्रेस विज्ञप्ति)। रज़ा अकादमी, मुंबई के संस्थापक एवं प्रमुख अलहाज मोहम्मद सईद नूरी के नेतृत्व में एक प्रतिनिधिमंडल ने दिल्ली में राज्यसभा सांसद संजय सिंह से उनके आवास पर मुलाकात कर उत्तर प्रदेश के रामपुर स्थित मौलाना मोहम्मद अली जौहर यूनिवर्सिटी को कानूनी संरक्षण प्रदान करने तथा उसकी शैक्षणिक संपत्ति को ध्वस्त न किए जाने की मांग की। प्रतिनिधिमंडल में सैयद अली अशरफ किछौछवी, मौलाना मोहम्मद फ़ैज़ रज़ा बरेलवी (दरगाह आला हज़रत, बरेली शरीफ़), हाफ़िज़ मशहूद (अमरोहा), मौलाना मोहम्मद अब्बास रिज़वी (मुफ़्लिस तहफ़्फ़ुज़-ए-दरूद व सलाम, मुंबई) शामिल थे। — [420, 1756, 582, 1927]
registration-dot — [58, 2364, 65, 2372]
registration-dot — [1137, 2364, 1144, 2372]
accident-title: अज्ञात वाहन की टक्कर से युवक गंभीर घायल, जिला अस्पताल रेफर — [79, 711, 375, 767]
registration-dot — [777, 2364, 784, 2372]
registration-dot — [178, 2364, 185, 2372]
registration-dot — [933, 2364, 940, 2372]
registration-dot — [1017, 2364, 1024, 2372]
registration-dot — [705, 2364, 713, 2372]
jauhar-col5: से गंगादान दें, लेकिन दुर्भाग्य की बात है कि हमारे देश में एक उच्च शिक्षण संस्थान को ध्वस्त करने की बात हो रही है। उन्होंने कहा कि यदि यूनिवर्सिटी की कुछ इमारतें कानूनी मानकों पर खरी नहीं उतरतीं तो उन्हें गिराने के बजाय कानूनी दायरे में लाने के लिए सरकार को ठोस कदम उठाने चाहिए। मौलाना मोहम्मद अली जौहर यूनिवर्सिटी से जुड़े हजारों विद्यार्थियों के शैक्षिक भविष्य की रक्षा के लिए सरकार को सकारात्मक पहल करनी चाहिए। — [1118, 1756, 1302, 1860]
rule-azad — [1144, 737, 1524, 739]
